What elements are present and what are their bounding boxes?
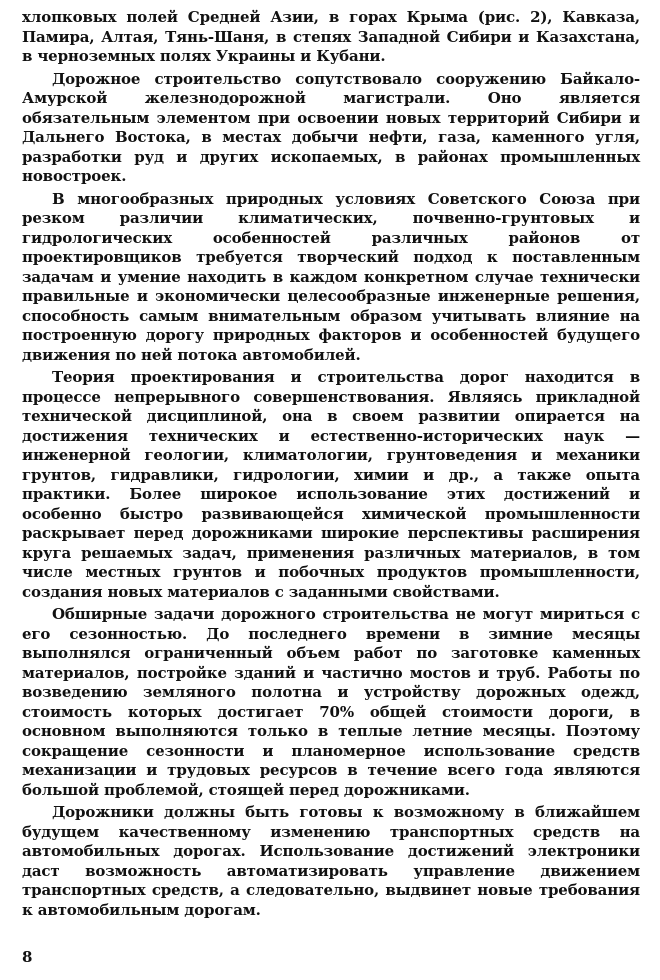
- paragraph-road-construction: Дорожное строительство сопутствовало сооружению Байкало-Амурской железнодорожной магистрали. Оно является обязательным элементом при освоении новых территорий Сибири и Дальнего Востока, в местах добычи нефти, газа, каменного угля, разработки руд и других ископаемых, в районах промышленных новостроек.: [22, 69, 640, 185]
- paragraph-continuation: хлопковых полей Средней Азии, в горах Крыма (рис. 2), Кавказа, Памира, Алтая, Тянь-Шаня, в степях Западной Сибири и Казахстана, в черноземных полях Украины и Кубани.: [22, 8, 640, 65]
- paragraph-theory: Теория проектирования и строительства дорог находится в процессе непрерывного совершенствования. Являясь прикладной технической дисциплиной, она в своем развитии опирается на достижения технических и естественно-исторических наук — инженерной геологии, климатологии, грунтоведения и механики грунтов, гидравлики, гидрологии, химии и др., а также опыта практики. Более широкое использование этих достижений и особенно быстро развивающейся химической промышленности раскрывает перед дорожниками широкие перспективы расширения круга решаемых задач, применения различных материалов, в том числе местных грунтов и побочных продуктов промышленности, создания новых материалов с заданными свойствами.: [22, 368, 640, 601]
- page-number: 8: [22, 948, 33, 966]
- paragraph-future: Дорожники должны быть готовы к возможному в ближайшем будущем качественному изменению транспортных средств на автомобильных дорогах. Использование достижений электроники даст возможность автоматизировать управление движением транспортных средств, а следовательно, выдвинет новые требования к автомобильным дорогам.: [22, 803, 640, 919]
- paragraph-natural-conditions: В многообразных природных условиях Советского Союза при резком различии климатических, почвенно-грунтовых и гидрологических особенностей различных районов от проектировщиков требуется творческий подход к поставленным задачам и умение находить в каждом конкретном случае технически правильные и экономически целесообразные инженерные решения, способность самым внимательным образом учитывать влияние на построенную дорогу природных факторов и особенностей будущего движения по ней потока автомобилей.: [22, 189, 640, 364]
- document-page: [22, 8, 640, 923]
- paragraph-seasonality: Обширные задачи дорожного строительства не могут мириться с его сезонностью. До последнего времени в зимние месяцы выполнялся ограниченный объем работ по заготовке каменных материалов, постройке зданий и частично мостов и труб. Работы по возведению земляного полотна и устройству дорожных одежд, стоимость которых достигает 70% общей стоимости дороги, в основном выполняются только в теплые летние месяцы. Поэтому сокращение сезонности и планомерное использование средств механизации и трудовых ресурсов в течение всего года являются большой проблемой, стоящей перед дорожниками.: [22, 605, 640, 799]
